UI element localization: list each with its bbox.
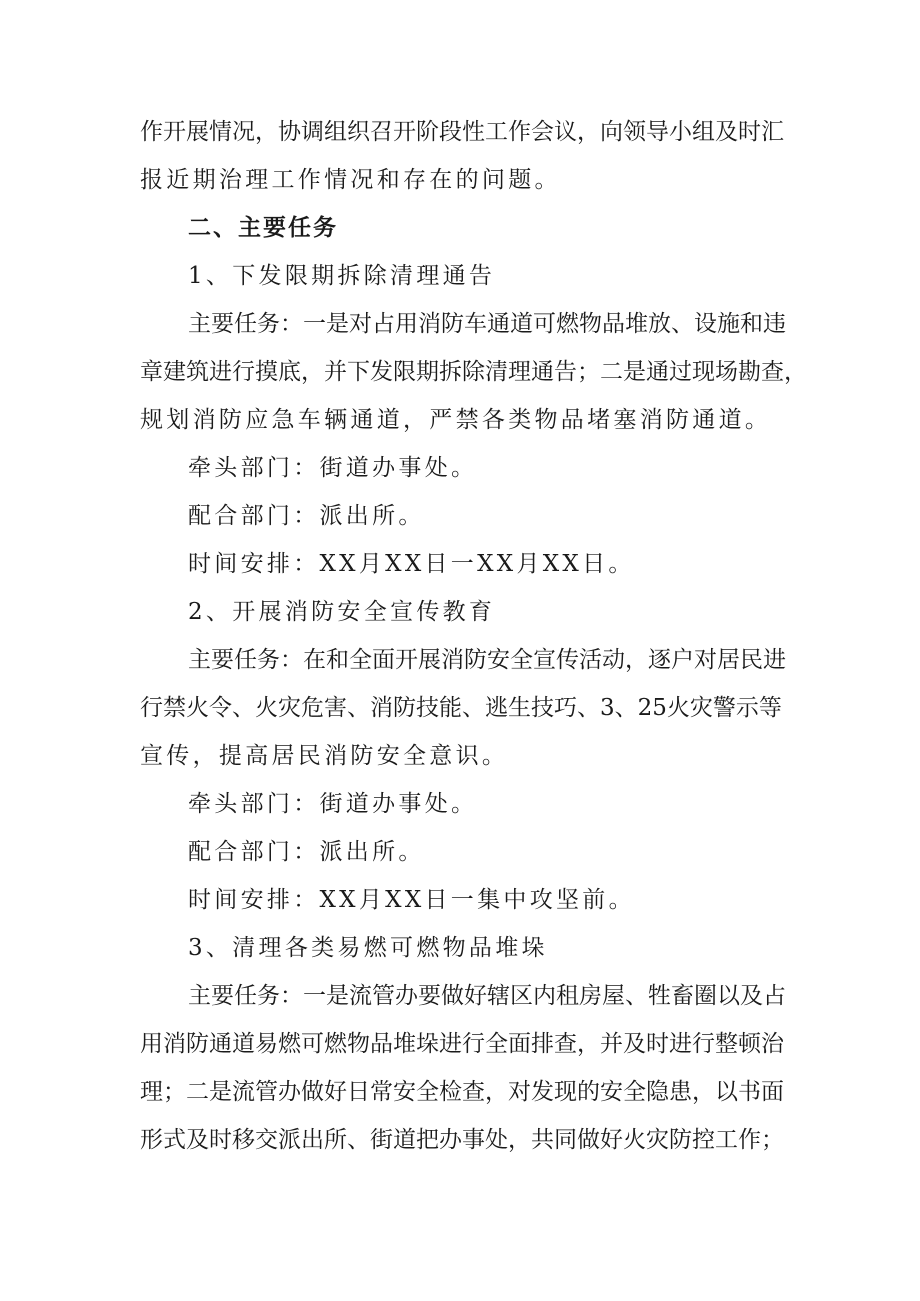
task3-body-line-4: 形式及时移交派出所、街道把办事处，共同做好火灾防控工作； [140, 1127, 784, 1153]
task2-coop-dept: 配合部门：派出所。 [188, 839, 425, 865]
task2-schedule: 时间安排：XX月XX日一集中攻坚前。 [188, 887, 635, 913]
task2-body-line-2: 行禁火令、火灾危害、消防技能、逃生技巧、3、25火灾警示等 [140, 695, 782, 721]
task3-body-line-3: 理；二是流管办做好日常安全检查，对发现的安全隐患，以书面 [140, 1079, 784, 1105]
section-heading: 二、主要任务 [188, 215, 338, 241]
task2-body-line-3: 宣传，提高居民消防安全意识。 [140, 743, 509, 769]
task1-coop-dept: 配合部门：派出所。 [188, 503, 425, 529]
intro-line-1: 作开展情况，协调组织召开阶段性工作会议，向领导小组及时汇 [140, 119, 784, 145]
task1-body-line-3: 规划消防应急车辆通道，严禁各类物品堵塞消防通道。 [140, 407, 772, 433]
task1-body-line-2: 章建筑进行摸底，并下发限期拆除清理通告；二是通过现场勘查， [140, 359, 807, 385]
task3-body-line-1: 主要任务：一是流管办要做好辖区内租房屋、牲畜圈以及占 [188, 983, 786, 1009]
task2-lead-dept: 牵头部门：街道办事处。 [188, 791, 478, 817]
task1-body-line-1: 主要任务：一是对占用消防车通道可燃物品堆放、设施和违 [188, 311, 786, 337]
intro-line-2: 报近期治理工作情况和存在的问题。 [140, 167, 561, 193]
task2-title: 2、开展消防安全宣传教育 [188, 599, 496, 625]
task1-schedule: 时间安排：XX月XX日一XX月XX日。 [188, 551, 635, 577]
task1-title: 1、下发限期拆除清理通告 [188, 263, 496, 289]
task3-body-line-2: 用消防通道易燃可燃物品堆垛进行全面排查，并及时进行整顿治 [140, 1031, 784, 1057]
task1-lead-dept: 牵头部门：街道办事处。 [188, 455, 478, 481]
task3-title: 3、清理各类易燃可燃物品堆垛 [188, 935, 548, 961]
task2-body-line-1: 主要任务：在和全面开展消防安全宣传活动，逐户对居民进 [188, 647, 786, 673]
